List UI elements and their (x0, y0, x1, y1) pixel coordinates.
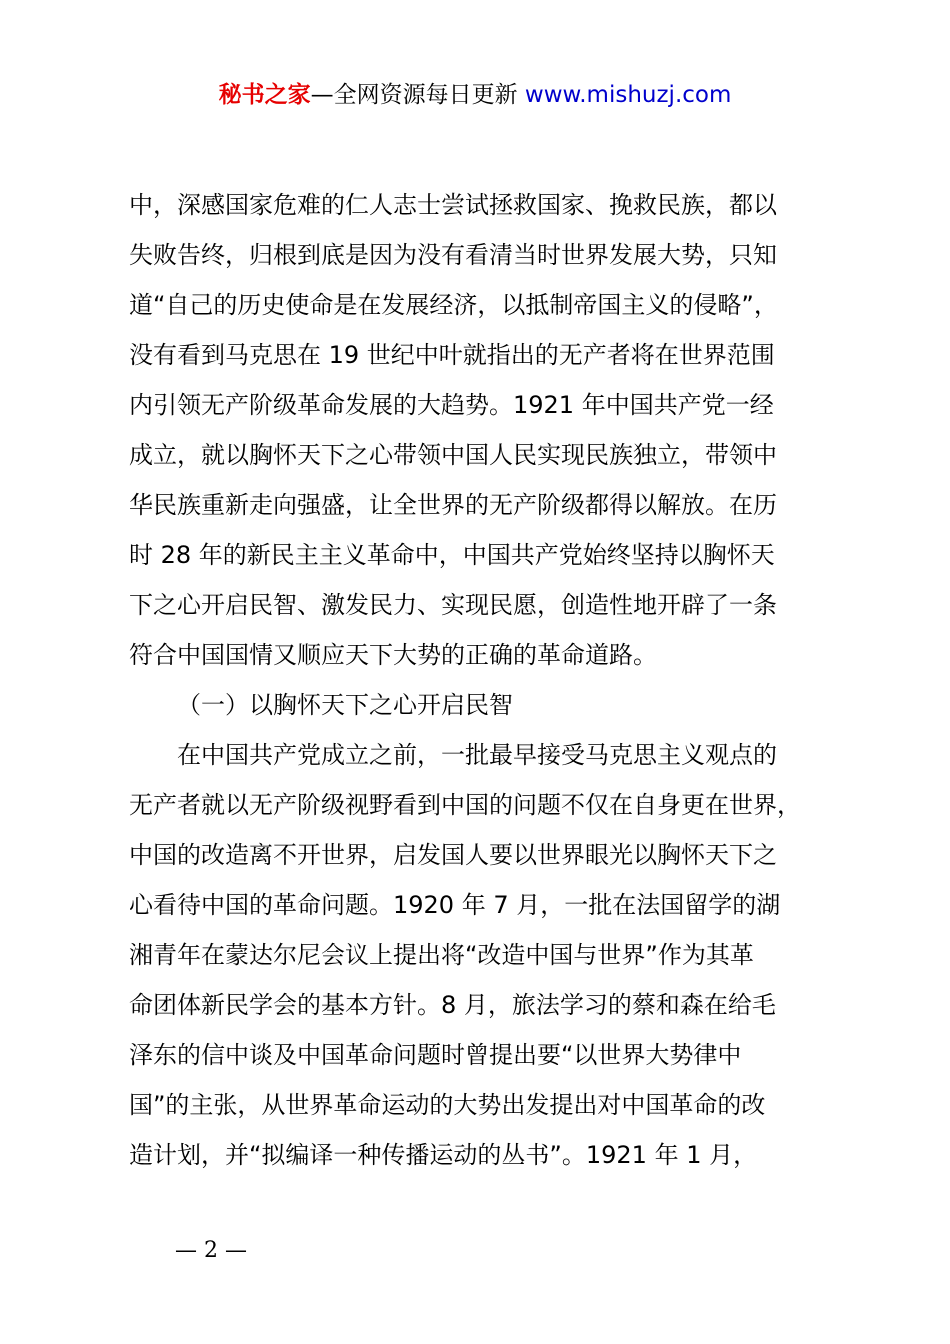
text-line: 下之心开启民智、激发民力、实现民愿，创造性地开辟了一条 (129, 591, 777, 619)
text-line: 道“自己的历史使命是在发展经济，以抵制帝国主义的侵略”， (129, 291, 778, 319)
text-line: 中，深感国家危难的仁人志士尝试拯救国家、挽救民族，都以 (129, 191, 777, 219)
text-line: 成立，就以胸怀天下之心带领中国人民实现民族独立，带领中 (129, 441, 777, 469)
text-line: 中国的改造离不开世界，启发国人要以世界眼光以胸怀天下之 (129, 841, 777, 869)
site-url-link[interactable]: www.mishuzj.com (524, 82, 732, 108)
text-line: 无产者就以无产阶级视野看到中国的问题不仅在自身更在世界， (129, 791, 801, 819)
document-header (0, 78, 950, 112)
paragraph-2 (129, 730, 849, 1180)
page-number: — 2 — (175, 1238, 247, 1263)
text-line: 在中国共产党成立之前，一批最早接受马克思主义观点的 (177, 741, 777, 769)
text-line: 没有看到马克思在 19 世纪中叶就指出的无产者将在世界范围 (129, 341, 775, 369)
document-body (129, 180, 849, 1180)
text-line: 泽东的信中谈及中国革命问题时曾提出要“以世界大势律中 (129, 1041, 742, 1069)
header-tagline: —全网资源每日更新 (310, 82, 525, 108)
text-line: 时 28 年的新民主主义革命中，中国共产党始终坚持以胸怀天 (129, 541, 775, 569)
text-line: 失败告终，归根到底是因为没有看清当时世界发展大势，只知 (129, 241, 777, 269)
text-line: 华民族重新走向强盛，让全世界的无产阶级都得以解放。在历 (129, 491, 777, 519)
text-line: 造计划，并“拟编译一种传播运动的丛书”。1921 年 1 月， (129, 1141, 758, 1169)
text-line: 命团体新民学会的基本方针。8 月，旅法学习的蔡和森在给毛 (129, 991, 776, 1019)
section-heading: （一）以胸怀天下之心开启民智 (177, 691, 513, 719)
text-line: 符合中国国情又顺应天下大势的正确的革命道路。 (129, 641, 657, 669)
text-line: 湘青年在蒙达尔尼会议上提出将“改造中国与世界”作为其革 (129, 941, 754, 969)
text-line: 国”的主张，从世界革命运动的大势出发提出对中国革命的改 (129, 1091, 766, 1119)
brand-name: 秘书之家 (218, 82, 311, 108)
text-line: 心看待中国的革命问题。1920 年 7 月，一批在法国留学的湖 (129, 891, 781, 919)
text-line: 内引领无产阶级革命发展的大趋势。1921 年中国共产党一经 (129, 391, 774, 419)
paragraph-1 (129, 180, 849, 680)
